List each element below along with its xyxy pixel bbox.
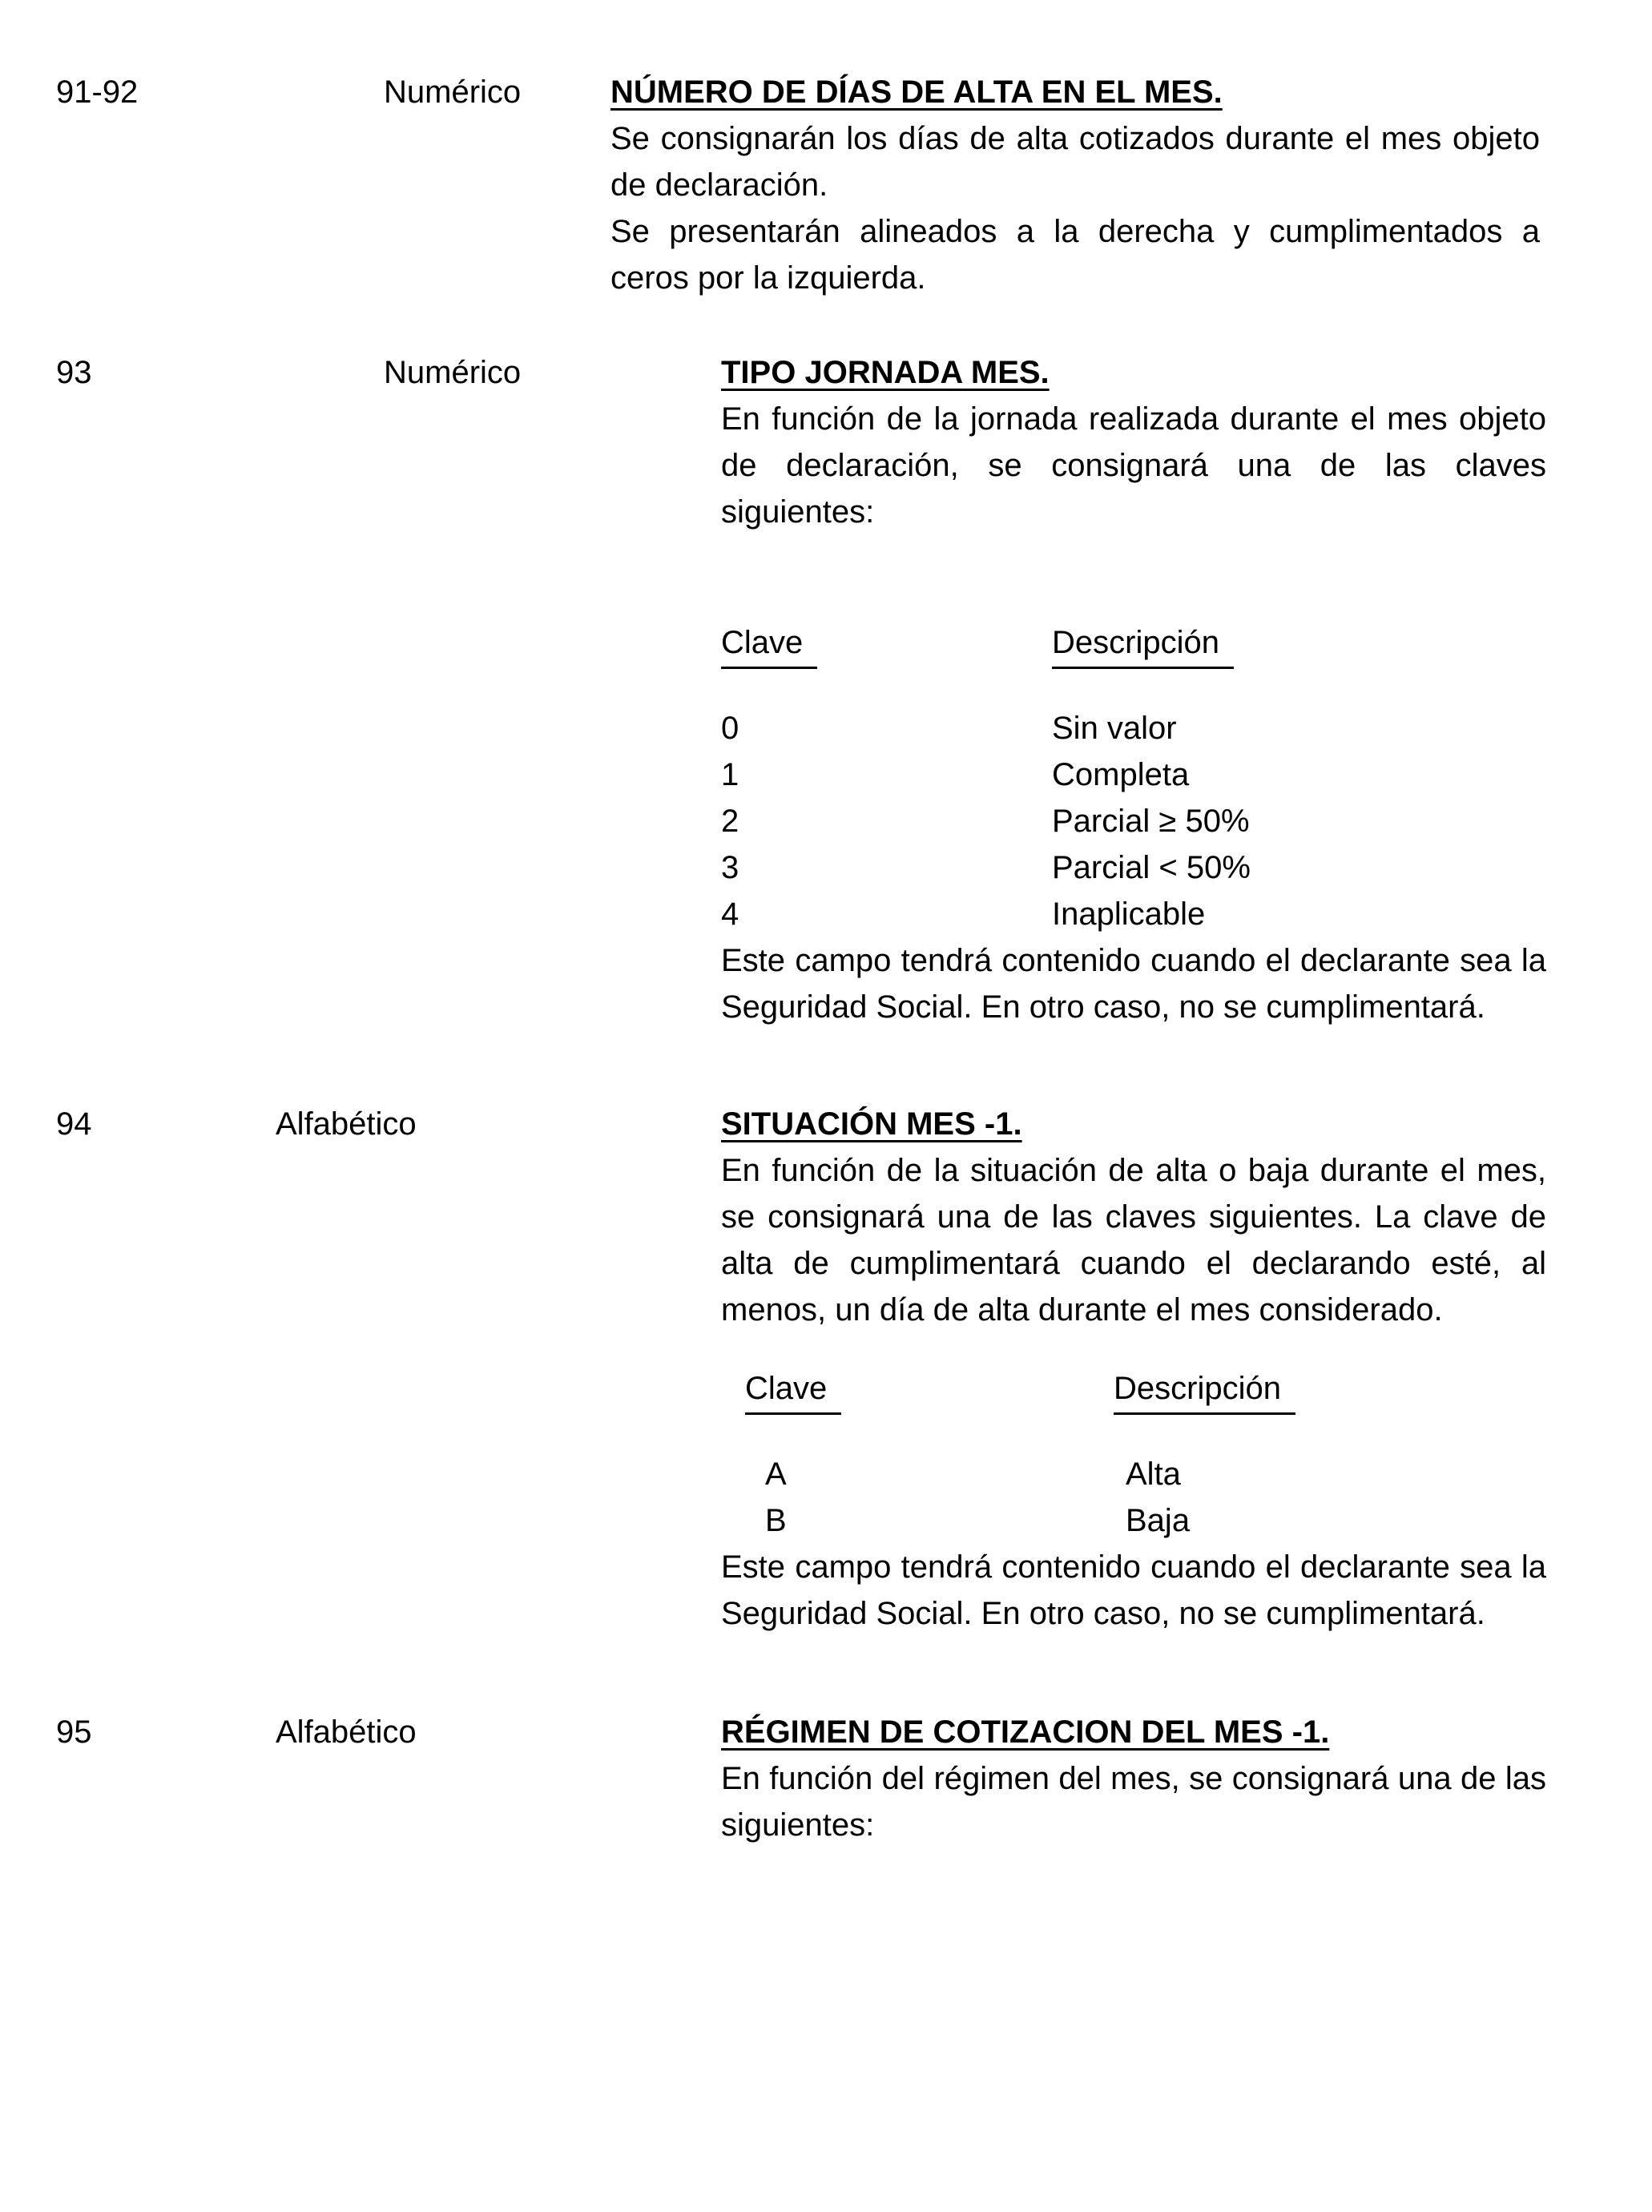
field-paragraph: Se consignarán los días de alta cotizados durante el mes objeto de declaración. (610, 121, 1540, 203)
clave-value: 0 (721, 711, 739, 746)
descripcion-value: Parcial < 50% (1052, 850, 1251, 885)
field-content (721, 1101, 1546, 1637)
descripcion-header: Descripción (1052, 619, 1234, 669)
clave-table-header (721, 619, 1546, 669)
descripcion-value: Inaplicable (1052, 896, 1206, 932)
field-content (610, 69, 1540, 301)
descripcion-value: Baja (1126, 1503, 1191, 1538)
table-row (721, 1451, 1546, 1497)
field-number: 93 (56, 355, 92, 390)
field-paragraph: En función del régimen del mes, se consignará una de las siguientes: (721, 1761, 1546, 1843)
clave-table (721, 1365, 1546, 1544)
field-section-93 (0, 349, 1652, 1030)
field-note: Este campo tendrá contenido cuando el declarante sea la Seguridad Social. En otro caso, no se cumplimentará. (721, 943, 1546, 1025)
field-note: Este campo tendrá contenido cuando el declarante sea la Seguridad Social. En otro caso, no se cumplimentará. (721, 1549, 1546, 1631)
table-row (721, 1497, 1546, 1544)
field-content (721, 349, 1546, 1030)
clave-value: 3 (721, 850, 739, 885)
field-section-95 (0, 1709, 1652, 1848)
field-type: Numérico (384, 75, 522, 110)
field-paragraph: En función de la situación de alta o baja durante el mes, se consignará una de las claves siguientes. La clave de alta de cumplimentará cuando el declarando esté, al menos, un día de alta durante el mes considerado. (721, 1153, 1546, 1328)
field-section-91-92 (0, 69, 1652, 301)
field-title: NÚMERO DE DÍAS DE ALTA EN EL MES. (610, 75, 1223, 110)
field-content (721, 1709, 1546, 1848)
clave-value: A (765, 1457, 787, 1492)
descripcion-value: Sin valor (1052, 711, 1177, 746)
field-paragraph: Se presentarán alineados a la derecha y cumplimentados a ceros por la izquierda. (610, 214, 1540, 296)
table-row (721, 844, 1546, 891)
field-type: Numérico (384, 355, 522, 390)
table-row (721, 705, 1546, 751)
field-title: RÉGIMEN DE COTIZACION DEL MES -1. (721, 1714, 1330, 1750)
table-row (721, 751, 1546, 798)
field-type: Alfabético (276, 1714, 417, 1750)
clave-value: 1 (721, 757, 739, 792)
field-number: 95 (56, 1714, 92, 1750)
clave-header: Clave (745, 1365, 841, 1415)
descripcion-value: Alta (1126, 1457, 1181, 1492)
field-number: 94 (56, 1106, 92, 1142)
descripcion-value: Parcial ≥ 50% (1052, 804, 1250, 839)
clave-header: Clave (721, 619, 817, 669)
clave-table (721, 619, 1546, 937)
descripcion-value: Completa (1052, 757, 1190, 792)
field-section-94 (0, 1101, 1652, 1637)
clave-table-header (721, 1365, 1546, 1415)
clave-value: B (765, 1503, 787, 1538)
field-title: TIPO JORNADA MES. (721, 355, 1050, 390)
clave-value: 4 (721, 896, 739, 932)
field-type: Alfabético (276, 1106, 417, 1142)
table-row (721, 798, 1546, 844)
table-row (721, 891, 1546, 937)
field-title: SITUACIÓN MES -1. (721, 1106, 1022, 1142)
descripcion-header: Descripción (1114, 1365, 1295, 1415)
field-number: 91-92 (56, 75, 139, 110)
clave-value: 2 (721, 804, 739, 839)
field-paragraph: En función de la jornada realizada durante el mes objeto de declaración, se consignará una de las claves siguientes: (721, 401, 1546, 530)
